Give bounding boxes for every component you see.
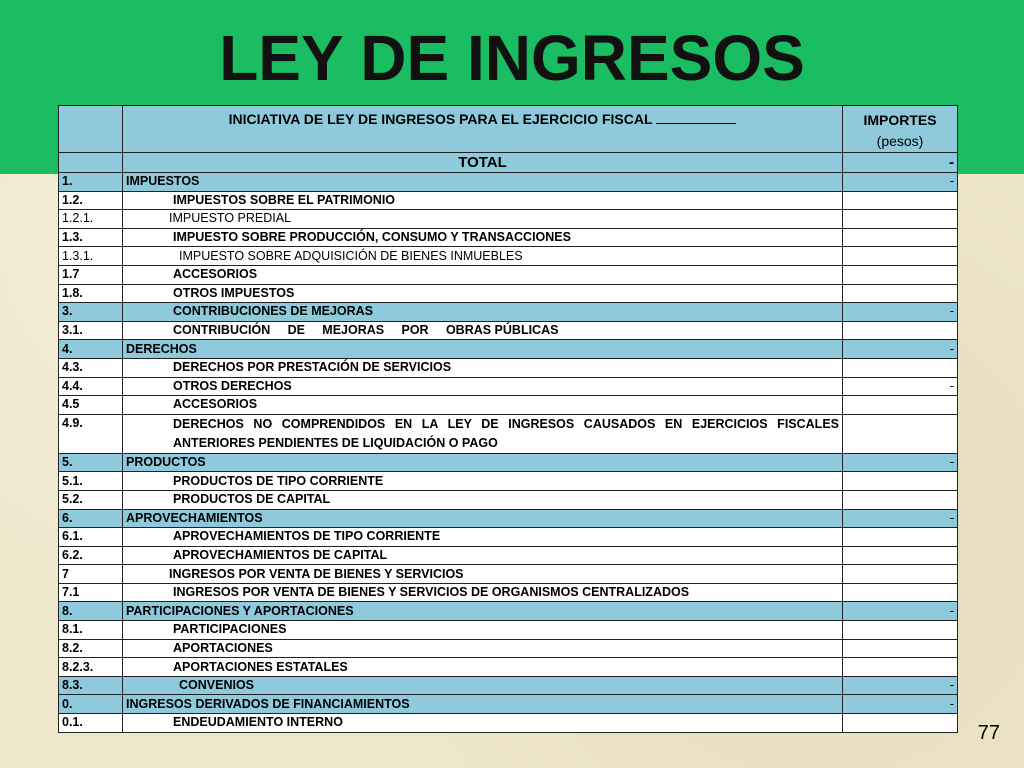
row-code: 4.4. <box>59 377 123 396</box>
row-desc: ENDEUDAMIENTO INTERNO <box>123 714 843 733</box>
row-importe <box>843 321 958 340</box>
row-importe <box>843 639 958 658</box>
table-row <box>59 228 958 247</box>
row-code: 5.2. <box>59 490 123 509</box>
header-importes: IMPORTES <box>863 112 937 128</box>
table-row <box>59 414 958 453</box>
table-row <box>59 284 958 303</box>
table-row <box>59 247 958 266</box>
row-desc: PRODUCTOS DE TIPO CORRIENTE <box>123 472 843 491</box>
row-code: 5. <box>59 453 123 472</box>
row-desc: CONTRIBUCIÓN DE MEJORAS POR OBRAS PÚBLICAS <box>123 321 843 340</box>
row-desc: PRODUCTOS DE CAPITAL <box>123 490 843 509</box>
table-row <box>59 396 958 415</box>
row-code: 7 <box>59 565 123 584</box>
header-pesos: (pesos) <box>876 133 924 149</box>
header-title-cell <box>123 106 843 153</box>
table-row <box>59 453 958 472</box>
row-code: 8. <box>59 602 123 621</box>
table-row <box>59 602 958 621</box>
table-row <box>59 714 958 733</box>
row-code: 1.3.1. <box>59 247 123 266</box>
row-code: 5.1. <box>59 472 123 491</box>
row-desc: IMPUESTOS <box>123 173 843 192</box>
row-code: 4.9. <box>59 414 123 453</box>
row-code: 4. <box>59 340 123 359</box>
row-desc: ACCESORIOS <box>123 396 843 415</box>
table-row <box>59 472 958 491</box>
total-label: TOTAL <box>123 153 843 173</box>
page-number: 77 <box>977 722 1000 744</box>
row-code: 1.2.1. <box>59 210 123 229</box>
row-code: 4.3. <box>59 358 123 377</box>
row-desc: APROVECHAMIENTOS DE CAPITAL <box>123 546 843 565</box>
row-code: 0.1. <box>59 714 123 733</box>
row-code: 1.3. <box>59 228 123 247</box>
ley-de-ingresos-table <box>58 105 958 733</box>
row-code: 1.2. <box>59 191 123 210</box>
table-row <box>59 358 958 377</box>
row-importe <box>843 358 958 377</box>
table-row <box>59 265 958 284</box>
header-title: INICIATIVA DE LEY DE INGRESOS PARA EL EJERCICIO FISCAL <box>228 111 653 127</box>
table-row <box>59 565 958 584</box>
row-code: 3.1. <box>59 321 123 340</box>
table-row <box>59 340 958 359</box>
row-importe <box>843 528 958 547</box>
row-code: 6.2. <box>59 546 123 565</box>
header-importes-cell <box>843 106 958 153</box>
row-desc: PARTICIPACIONES Y APORTACIONES <box>123 602 843 621</box>
row-code: 3. <box>59 303 123 322</box>
table-row <box>59 303 958 322</box>
table-row <box>59 210 958 229</box>
total-value: - <box>843 153 958 173</box>
row-code: 8.2.3. <box>59 658 123 677</box>
table-row <box>59 528 958 547</box>
fiscal-year-blank <box>656 111 736 124</box>
row-desc: IMPUESTO PREDIAL <box>123 210 843 229</box>
row-desc: DERECHOS <box>123 340 843 359</box>
row-desc: CONVENIOS <box>123 676 843 695</box>
row-desc: DERECHOS NO COMPRENDIDOS EN LA LEY DE INGRESOS CAUSADOS EN EJERCICIOS FISCALES ANTERIORES PENDIENTES DE LIQUIDACIÓN O PAGO <box>123 414 843 453</box>
row-code: 4.5 <box>59 396 123 415</box>
table-row <box>59 583 958 602</box>
row-desc: APROVECHAMIENTOS <box>123 509 843 528</box>
row-desc: APROVECHAMIENTOS DE TIPO CORRIENTE <box>123 528 843 547</box>
table-row <box>59 621 958 640</box>
row-importe <box>843 265 958 284</box>
row-importe: - <box>843 453 958 472</box>
table-row <box>59 676 958 695</box>
row-code: 1.8. <box>59 284 123 303</box>
row-desc: PARTICIPACIONES <box>123 621 843 640</box>
row-importe: - <box>843 173 958 192</box>
row-importe <box>843 472 958 491</box>
row-importe <box>843 714 958 733</box>
row-importe: - <box>843 602 958 621</box>
row-importe <box>843 284 958 303</box>
row-code: 0. <box>59 695 123 714</box>
table-row <box>59 695 958 714</box>
table-row <box>59 321 958 340</box>
row-importe <box>843 247 958 266</box>
row-importe <box>843 583 958 602</box>
row-code: 8.3. <box>59 676 123 695</box>
row-desc: IMPUESTO SOBRE ADQUISICIÓN DE BIENES INMUEBLES <box>123 247 843 266</box>
row-code: 6.1. <box>59 528 123 547</box>
row-importe <box>843 658 958 677</box>
table-row <box>59 377 958 396</box>
row-desc: INGRESOS POR VENTA DE BIENES Y SERVICIOS DE ORGANISMOS CENTRALIZADOS <box>123 583 843 602</box>
row-importe <box>843 414 958 453</box>
row-importe: - <box>843 303 958 322</box>
row-code: 1. <box>59 173 123 192</box>
row-code: 1.7 <box>59 265 123 284</box>
row-desc: DERECHOS POR PRESTACIÓN DE SERVICIOS <box>123 358 843 377</box>
slide-title: LEY DE INGRESOS <box>219 22 805 94</box>
row-importe <box>843 191 958 210</box>
row-desc: INGRESOS POR VENTA DE BIENES Y SERVICIOS <box>123 565 843 584</box>
row-importe: - <box>843 340 958 359</box>
row-importe: - <box>843 509 958 528</box>
row-importe <box>843 396 958 415</box>
row-desc: APORTACIONES <box>123 639 843 658</box>
row-importe <box>843 565 958 584</box>
row-importe: - <box>843 676 958 695</box>
row-desc: OTROS DERECHOS <box>123 377 843 396</box>
row-desc: IMPUESTOS SOBRE EL PATRIMONIO <box>123 191 843 210</box>
row-desc: PRODUCTOS <box>123 453 843 472</box>
row-importe <box>843 546 958 565</box>
row-desc: APORTACIONES ESTATALES <box>123 658 843 677</box>
table-row <box>59 639 958 658</box>
row-desc: CONTRIBUCIONES DE MEJORAS <box>123 303 843 322</box>
header-code-cell <box>59 106 123 153</box>
table-row <box>59 191 958 210</box>
row-desc: INGRESOS DERIVADOS DE FINANCIAMIENTOS <box>123 695 843 714</box>
table-row <box>59 173 958 192</box>
row-importe: - <box>843 695 958 714</box>
total-code-cell <box>59 153 123 173</box>
table-row <box>59 490 958 509</box>
row-desc: ACCESORIOS <box>123 265 843 284</box>
row-desc: OTROS IMPUESTOS <box>123 284 843 303</box>
row-importe <box>843 210 958 229</box>
row-code: 8.2. <box>59 639 123 658</box>
row-code: 8.1. <box>59 621 123 640</box>
row-code: 7.1 <box>59 583 123 602</box>
row-importe <box>843 621 958 640</box>
row-desc: IMPUESTO SOBRE PRODUCCIÓN, CONSUMO Y TRANSACCIONES <box>123 228 843 247</box>
row-code: 6. <box>59 509 123 528</box>
row-importe: - <box>843 377 958 396</box>
table-row <box>59 509 958 528</box>
row-importe <box>843 490 958 509</box>
row-importe <box>843 228 958 247</box>
table-row <box>59 658 958 677</box>
table-row <box>59 546 958 565</box>
